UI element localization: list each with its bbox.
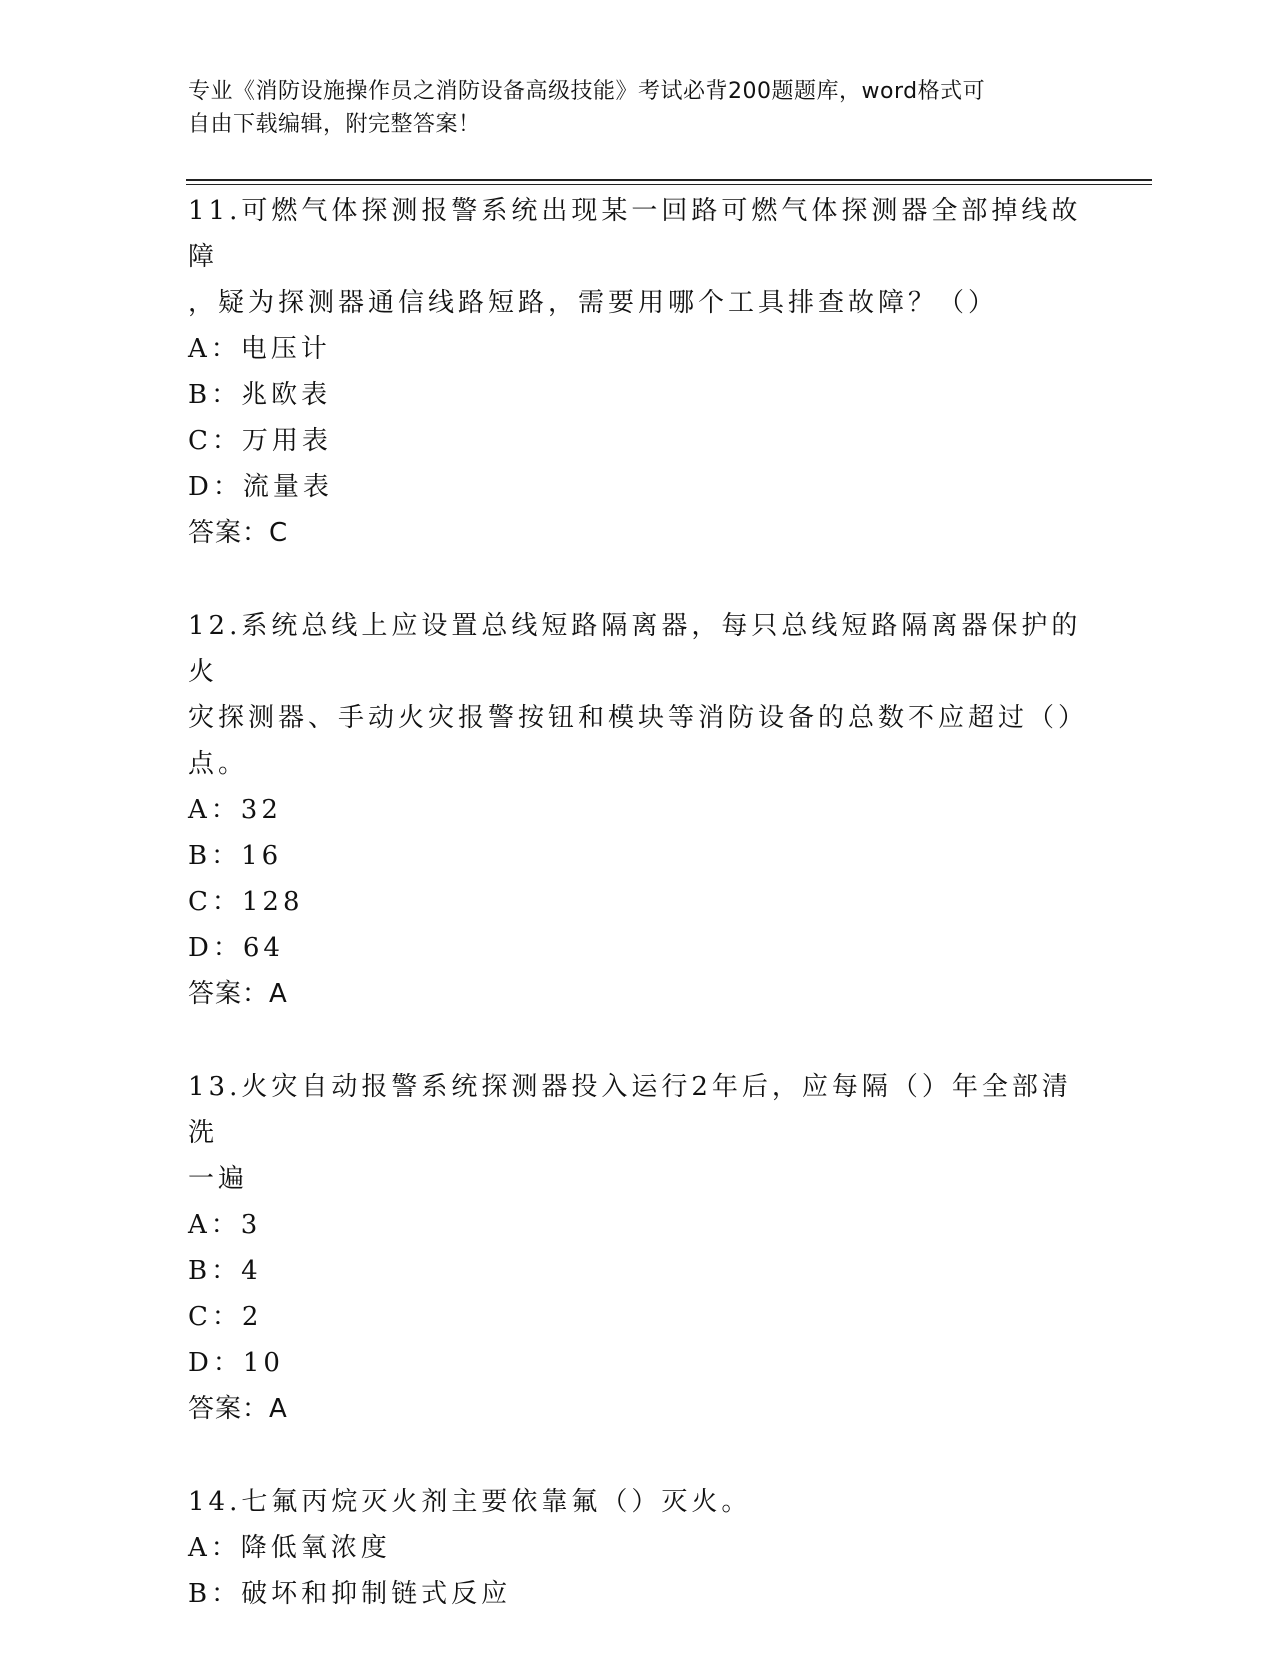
- document-header: [188, 75, 1068, 141]
- question-stem-line: 13.火灾自动报警系统探测器投入运行2年后，应每隔（）年全部清洗: [188, 1072, 1072, 1148]
- answer-option: A：32: [188, 795, 282, 825]
- question-item: [188, 603, 1088, 1017]
- answer-key: 答案：C: [188, 518, 289, 548]
- question-stem-line: 12.系统总线上应设置总线短路隔离器，每只总线短路隔离器保护的火: [188, 611, 1082, 687]
- answer-option: B：16: [188, 841, 283, 871]
- answer-option: C：万用表: [188, 426, 332, 456]
- question-item: [188, 1064, 1088, 1432]
- answer-option: D：64: [188, 933, 284, 963]
- answer-option: B：兆欧表: [188, 380, 332, 410]
- header-divider-thin: [186, 184, 1152, 185]
- answer-option: A：电压计: [188, 334, 331, 364]
- question-stem-line: ，疑为探测器通信线路短路，需要用哪个工具排查故障？（）: [188, 288, 999, 318]
- question-item: [188, 1479, 1088, 1617]
- question-item: [188, 188, 1088, 556]
- answer-option: B：破坏和抑制链式反应: [188, 1579, 512, 1609]
- answer-option: C：128: [188, 887, 304, 917]
- header-line-2: 自由下载编辑，附完整答案！: [188, 112, 481, 137]
- header-line-1: 专业《消防设施操作员之消防设备高级技能》考试必背200题题库，word格式可: [188, 79, 986, 104]
- answer-option: D：流量表: [188, 472, 333, 502]
- question-stem-line: 灾探测器、手动火灾报警按钮和模块等消防设备的总数不应超过（）: [188, 703, 1089, 733]
- question-stem-line: 点。: [188, 749, 249, 779]
- answer-key: 答案：A: [188, 1394, 288, 1424]
- answer-option: C：2: [188, 1302, 263, 1332]
- answer-key: 答案：A: [188, 979, 288, 1009]
- answer-option: B：4: [188, 1256, 262, 1286]
- question-stem-line: 14.七氟丙烷灭火剂主要依靠氟（）灭火。: [188, 1487, 752, 1517]
- answer-option: A：3: [188, 1210, 262, 1240]
- question-stem-line: 11.可燃气体探测报警系统出现某一回路可燃气体探测器全部掉线故障: [188, 196, 1082, 272]
- header-divider-thick: [186, 179, 1152, 181]
- answer-option: A：降低氧浓度: [188, 1533, 391, 1563]
- question-stem-line: 一遍: [188, 1164, 249, 1194]
- answer-option: D：10: [188, 1348, 284, 1378]
- question-list: [188, 188, 1088, 1664]
